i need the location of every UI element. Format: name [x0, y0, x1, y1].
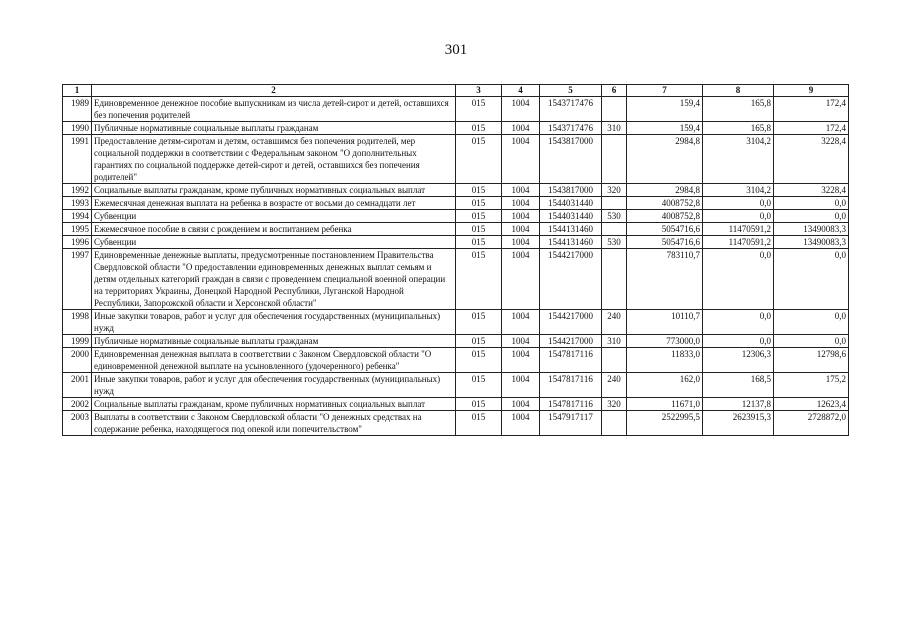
table-row — [63, 411, 849, 436]
section-code: 1004 — [502, 236, 540, 249]
row-number: 1990 — [63, 122, 92, 135]
amount-year-3: 12798,6 — [774, 348, 849, 373]
section-code: 1004 — [502, 348, 540, 373]
amount-year-2: 0,0 — [703, 197, 774, 210]
amount-year-3: 13490083,3 — [774, 223, 849, 236]
expense-type-code — [602, 223, 627, 236]
amount-year-3: 0,0 — [774, 210, 849, 223]
amount-year-2: 2623915,3 — [703, 411, 774, 436]
row-name: Иные закупки товаров, работ и услуг для обеспечения государственных (муниципальных) нужд — [92, 373, 456, 398]
amount-year-3: 13490083,3 — [774, 236, 849, 249]
table-row — [63, 223, 849, 236]
row-name: Предоставление детям-сиротам и детям, оставшимся без попечения родителей, мер социальной поддержки в соответствии с Федеральным законом "О дополнительных гарантиях по социальной поддержке детей-сирот и детей, оставшихся без попечения родителей" — [92, 135, 456, 184]
header-cell: 7 — [627, 85, 703, 97]
amount-year-2: 3104,2 — [703, 135, 774, 184]
amount-year-1: 5054716,6 — [627, 236, 703, 249]
amount-year-1: 11671,0 — [627, 398, 703, 411]
target-article-code: 1543717476 — [540, 97, 602, 122]
target-article-code: 1543717476 — [540, 122, 602, 135]
row-number: 1998 — [63, 310, 92, 335]
amount-year-3: 0,0 — [774, 335, 849, 348]
header-cell: 1 — [63, 85, 92, 97]
target-article-code: 1544031440 — [540, 197, 602, 210]
amount-year-2: 3104,2 — [703, 184, 774, 197]
ministry-code: 015 — [456, 210, 502, 223]
table-row — [63, 373, 849, 398]
row-number: 1992 — [63, 184, 92, 197]
table-row — [63, 122, 849, 135]
ministry-code: 015 — [456, 398, 502, 411]
section-code: 1004 — [502, 184, 540, 197]
amount-year-1: 2522995,5 — [627, 411, 703, 436]
row-name: Единовременные денежные выплаты, предусмотренные постановлением Правительства Свердловской области "О предоставлении единовременных денежных выплат семьям и детям отдельных категорий граждан в связи с проведением специальной военной операции на территориях Украины, Донецкой Народной Республики, Луганской Народной Республики, Запорожской области и Херсонской области" — [92, 249, 456, 310]
ministry-code: 015 — [456, 236, 502, 249]
row-number: 1993 — [63, 197, 92, 210]
header-row — [63, 85, 849, 97]
expense-type-code: 310 — [602, 122, 627, 135]
target-article-code: 1544131460 — [540, 236, 602, 249]
ministry-code: 015 — [456, 97, 502, 122]
target-article-code: 1544131460 — [540, 223, 602, 236]
section-code: 1004 — [502, 335, 540, 348]
amount-year-1: 2984,8 — [627, 184, 703, 197]
table-row — [63, 310, 849, 335]
section-code: 1004 — [502, 122, 540, 135]
header-cell: 6 — [602, 85, 627, 97]
ministry-code: 015 — [456, 197, 502, 210]
section-code: 1004 — [502, 135, 540, 184]
amount-year-3: 0,0 — [774, 197, 849, 210]
table-row — [63, 184, 849, 197]
expense-type-code — [602, 135, 627, 184]
target-article-code: 1547817116 — [540, 348, 602, 373]
expense-type-code: 240 — [602, 310, 627, 335]
amount-year-1: 773000,0 — [627, 335, 703, 348]
section-code: 1004 — [502, 197, 540, 210]
amount-year-3: 3228,4 — [774, 135, 849, 184]
amount-year-1: 5054716,6 — [627, 223, 703, 236]
expense-type-code — [602, 197, 627, 210]
table-row — [63, 97, 849, 122]
row-number: 1991 — [63, 135, 92, 184]
row-number: 2000 — [63, 348, 92, 373]
amount-year-3: 0,0 — [774, 310, 849, 335]
expense-type-code: 530 — [602, 210, 627, 223]
ministry-code: 015 — [456, 411, 502, 436]
amount-year-3: 172,4 — [774, 97, 849, 122]
amount-year-1: 783110,7 — [627, 249, 703, 310]
amount-year-3: 0,0 — [774, 249, 849, 310]
row-number: 1996 — [63, 236, 92, 249]
row-number: 2001 — [63, 373, 92, 398]
ministry-code: 015 — [456, 223, 502, 236]
section-code: 1004 — [502, 223, 540, 236]
row-name: Социальные выплаты гражданам, кроме публичных нормативных социальных выплат — [92, 184, 456, 197]
table-row — [63, 348, 849, 373]
expense-type-code — [602, 348, 627, 373]
row-number: 1994 — [63, 210, 92, 223]
header-cell: 5 — [540, 85, 602, 97]
amount-year-1: 159,4 — [627, 97, 703, 122]
amount-year-3: 2728872,0 — [774, 411, 849, 436]
amount-year-1: 11833,0 — [627, 348, 703, 373]
table-row — [63, 197, 849, 210]
amount-year-2: 0,0 — [703, 249, 774, 310]
row-name: Публичные нормативные социальные выплаты гражданам — [92, 335, 456, 348]
amount-year-2: 11470591,2 — [703, 236, 774, 249]
row-name: Ежемесячное пособие в связи с рождением и воспитанием ребенка — [92, 223, 456, 236]
amount-year-1: 2984,8 — [627, 135, 703, 184]
amount-year-2: 11470591,2 — [703, 223, 774, 236]
header-cell: 3 — [456, 85, 502, 97]
expense-type-code: 240 — [602, 373, 627, 398]
table-row — [63, 249, 849, 310]
row-name: Социальные выплаты гражданам, кроме публичных нормативных социальных выплат — [92, 398, 456, 411]
target-article-code: 1544031440 — [540, 210, 602, 223]
target-article-code: 1547817116 — [540, 373, 602, 398]
ministry-code: 015 — [456, 335, 502, 348]
target-article-code: 1547817116 — [540, 398, 602, 411]
section-code: 1004 — [502, 310, 540, 335]
amount-year-3: 172,4 — [774, 122, 849, 135]
row-number: 2003 — [63, 411, 92, 436]
table-row — [63, 335, 849, 348]
table-row — [63, 210, 849, 223]
amount-year-2: 168,5 — [703, 373, 774, 398]
header-cell: 4 — [502, 85, 540, 97]
target-article-code: 1547917117 — [540, 411, 602, 436]
amount-year-2: 0,0 — [703, 335, 774, 348]
row-name: Ежемесячная денежная выплата на ребенка в возрасте от восьми до семнадцати лет — [92, 197, 456, 210]
target-article-code: 1544217000 — [540, 249, 602, 310]
row-name: Иные закупки товаров, работ и услуг для обеспечения государственных (муниципальных) нужд — [92, 310, 456, 335]
table-row — [63, 135, 849, 184]
amount-year-1: 159,4 — [627, 122, 703, 135]
amount-year-1: 162,0 — [627, 373, 703, 398]
page-number: 301 — [444, 42, 468, 58]
expense-type-code: 320 — [602, 398, 627, 411]
amount-year-1: 4008752,8 — [627, 210, 703, 223]
header-cell: 2 — [92, 85, 456, 97]
row-number: 2002 — [63, 398, 92, 411]
amount-year-2: 0,0 — [703, 210, 774, 223]
ministry-code: 015 — [456, 348, 502, 373]
row-name: Публичные нормативные социальные выплаты гражданам — [92, 122, 456, 135]
expense-type-code: 320 — [602, 184, 627, 197]
amount-year-2: 165,8 — [703, 122, 774, 135]
section-code: 1004 — [502, 210, 540, 223]
table-row — [63, 236, 849, 249]
section-code: 1004 — [502, 398, 540, 411]
expense-type-code: 530 — [602, 236, 627, 249]
ministry-code: 015 — [456, 184, 502, 197]
header-cell: 9 — [774, 85, 849, 97]
amount-year-2: 0,0 — [703, 310, 774, 335]
ministry-code: 015 — [456, 373, 502, 398]
row-name: Единовременная денежная выплата в соответствии с Законом Свердловской области "О единовременной денежной выплате на усыновленного (удочеренного) ребенка" — [92, 348, 456, 373]
ministry-code: 015 — [456, 249, 502, 310]
target-article-code: 1544217000 — [540, 335, 602, 348]
row-number: 1989 — [63, 97, 92, 122]
target-article-code: 1543817000 — [540, 184, 602, 197]
row-name: Единовременное денежное пособие выпускникам из числа детей-сирот и детей, оставшихся без попечения родителей — [92, 97, 456, 122]
amount-year-1: 10110,7 — [627, 310, 703, 335]
row-name: Субвенции — [92, 236, 456, 249]
amount-year-2: 165,8 — [703, 97, 774, 122]
table-row — [63, 398, 849, 411]
amount-year-2: 12137,8 — [703, 398, 774, 411]
ministry-code: 015 — [456, 135, 502, 184]
row-name: Субвенции — [92, 210, 456, 223]
budget-table — [62, 84, 849, 436]
section-code: 1004 — [502, 249, 540, 310]
ministry-code: 015 — [456, 310, 502, 335]
amount-year-3: 12623,4 — [774, 398, 849, 411]
amount-year-3: 3228,4 — [774, 184, 849, 197]
target-article-code: 1544217000 — [540, 310, 602, 335]
expense-type-code — [602, 249, 627, 310]
section-code: 1004 — [502, 97, 540, 122]
section-code: 1004 — [502, 411, 540, 436]
ministry-code: 015 — [456, 122, 502, 135]
row-number: 1997 — [63, 249, 92, 310]
row-number: 1995 — [63, 223, 92, 236]
amount-year-3: 175,2 — [774, 373, 849, 398]
header-cell: 8 — [703, 85, 774, 97]
expense-type-code — [602, 411, 627, 436]
amount-year-2: 12306,3 — [703, 348, 774, 373]
expense-type-code: 310 — [602, 335, 627, 348]
amount-year-1: 4008752,8 — [627, 197, 703, 210]
row-number: 1999 — [63, 335, 92, 348]
expense-type-code — [602, 97, 627, 122]
row-name: Выплаты в соответствии с Законом Свердловской области "О денежных средствах на содержание ребенка, находящегося под опекой или попечительством" — [92, 411, 456, 436]
section-code: 1004 — [502, 373, 540, 398]
target-article-code: 1543817000 — [540, 135, 602, 184]
